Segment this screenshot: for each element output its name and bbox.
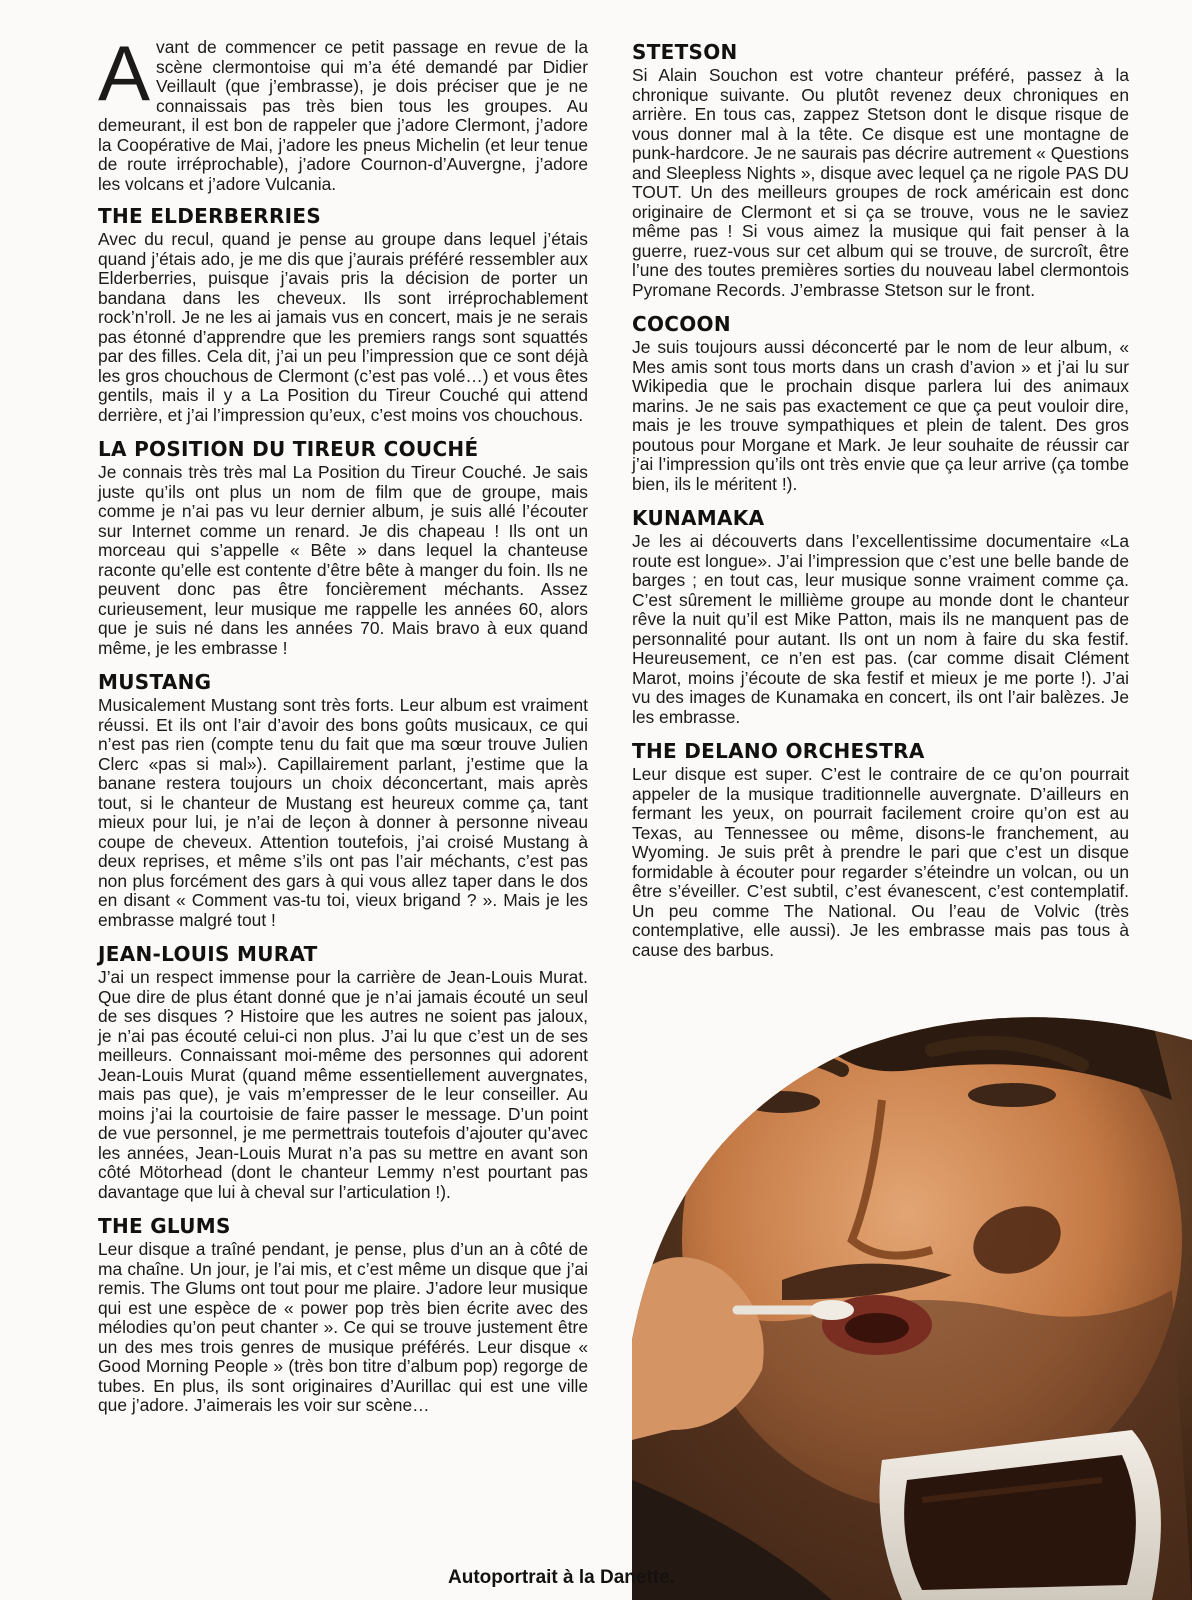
section-title-position-tireur-couche: LA POSITION DU TIREUR COUCHÉ (98, 437, 479, 461)
section-title-delano-orchestra: THE DELANO ORCHESTRA (632, 739, 925, 763)
right-column (632, 38, 1129, 960)
drop-cap: A (98, 29, 151, 117)
section-text-mustang: Musicalement Mustang sont très forts. Leur album est vraiment réussi. Et ils ont l’air d’avoir des bons goûts musicaux, ce qui n’est pas rien (compte tenu du fait que ma sœur trouve Julien Clerc «pas si mal»). Capillairement parlant, j’estime que la banane restera toujours un choix déconcertant, mais après tout, si le chanteur de Mustang est heureux comme ça, tant mieux pour lui, je n’ai de leçon à donner à personne niveau coupe de cheveux. Attention toutefois, j’ai croisé Mustang à deux reprises, et même s’ils ont pas l’air méchants, c’est pas non plus forcément des gars à qui vous allez taper dans le dos en disant « Comment vas-tu toi, vieux brigand ? ». Mais je les embrasse malgré tout ! (98, 695, 588, 930)
section-title-elderberries: THE ELDERBERRIES (98, 204, 322, 228)
section-title-the-glums: THE GLUMS (98, 1214, 231, 1238)
section-title-mustang: MUSTANG (98, 670, 212, 694)
section-title-kunamaka: KUNAMAKA (632, 506, 765, 530)
intro-text: vant de commencer ce petit passage en revue de la scène clermontoise qui m’a été demandé par Didier Veillault (que j’embrasse), je dois préciser que je ne connaissais pas très bien tous les groupes. Au demeurant, il est bon de rappeler que j’adore Clermont, j’adore la Coopérative de Mai, j’adore les pneus Michelin (et leur tenue de route irréprochable), j’adore Cournon-d’Auvergne, j’adore les volcans et j’adore Vulcania. (98, 37, 588, 194)
section-text-elderberries: Avec du recul, quand je pense au groupe dans lequel j’étais quand j’étais ado, je me dis que j’aurais préféré ressembler aux Elderberries, puisque j’avais pris la décision de porter un bandana dans les cheveux. Ils sont irréprochablement rock’n’roll. Je ne les ai jamais vus en concert, mais je ne serais pas étonné d’apprendre que les premiers rangs sont squattés par des filles. Cela dit, j’ai un peu l’impression que ce sont déjà les gros chouchous de Clermont (c’est pas volé…) et vous êtes gentils, mais il y a La Position du Tireur Couché qui attend derrière, et j’ai l’impression qu’eux, c’est moins vos chouchous. (98, 229, 588, 425)
section-title-jean-louis-murat: JEAN-LOUIS MURAT (98, 942, 318, 966)
section-text-cocoon: Je suis toujours aussi déconcerté par le nom de leur album, « Mes amis sont tous morts dans un crash d’avion » et j’ai lu sur Wikipedia que le prochain disque parlera lui des animaux marins. Je ne sais pas exactement ce que ça peut vouloir dire, mais je les trouve sympathiques et plein de talent. Des gros poutous pour Morgane et Mark. Je leur souhaite de réussir car j’ai l’impression qu’ils ont très envie que ça leur arrive (ça tombe bien, ils le méritent !). (632, 337, 1129, 494)
intro-paragraph (98, 29, 588, 194)
section-text-delano-orchestra: Leur disque est super. C’est le contraire de ce qu’on pourrait appeler de la musique traditionnelle auvergnate. D’ailleurs en fermant les yeux, on pourrait facilement croire qu’on est au Texas, au Tennessee ou même, disons-le franchement, au Wyoming. Je suis prêt à prendre le pari que c’est un disque formidable à écouter pour regarder s’éteindre un volcan, ou un être s’éveiller. C’est subtil, c’est évanescent, c’est contemplatif. Un peu comme The National. Ou l’eau de Volvic (très contemplative, elle aussi). Je les embrasse mais pas tous à cause des barbus. (632, 764, 1129, 960)
section-title-stetson: STETSON (632, 40, 738, 64)
left-column (98, 29, 588, 1416)
portrait-photo (632, 1010, 1192, 1600)
portrait-illustration (632, 1010, 1192, 1600)
section-title-cocoon: COCOON (632, 312, 731, 336)
section-text-the-glums: Leur disque a traîné pendant, je pense, plus d’un an à côté de ma chaîne. Un jour, je l’ai mis, et c’est même un disque que j’ai remis. The Glums ont tout pour me plaire. J’adore leur musique qui est une espèce de « power pop très bien écrite avec des mélodies qu’on peut chanter ». Ce qui se trouve justement être un des mes trois genres de musique préférés. Leur disque « Good Morning People » (très bon titre d’album pop) regorge de tubes. En plus, ils sont originaires d’Aurillac qui est une ville que j’adore. J’aimerais les voir sur scène… (98, 1239, 588, 1415)
section-text-jean-louis-murat: J’ai un respect immense pour la carrière de Jean-Louis Murat. Que dire de plus étant donné que je n’ai jamais écouté un seul de ses disques ? Histoire que les autres ne soient pas jaloux, je n’ai pas écouté celui-ci non plus. J’ai lu que c’est un de ses meilleurs. Connaissant moi-même des personnes qui adorent Jean-Louis Murat (quand même essentiellement auvergnates, mais pas que), je vais m’empresser de le leur conseiller. Au moins j’ai la courtoisie de faire passer le message. D’un point de vue personnel, je me permettrais toutefois d’ajouter qu’avec les années, Jean-Louis Murat n’a pas su mettre en avant son côté Mötorhead (dont le chanteur Lemmy n’est pourtant pas davantage que lui à cheval sur l’articulation !). (98, 967, 588, 1202)
section-text-position-tireur-couche: Je connais très très mal La Position du Tireur Couché. Je sais juste qu’ils ont plus un nom de film que de groupe, mais comme je n’ai pas vu leur dernier album, je suis allé l’écouter sur Internet comme un renard. Je dis chapeau ! Ils ont un morceau qui s’appelle « Bête » dans lequel la chanteuse raconte qu’elle est contente d’être bête à manger du foin. Ils ne peuvent donc pas être foncièrement méchants. Assez curieusement, leur musique me rappelle les années 60, alors que je suis né dans les années 70. Mais bravo à eux quand même, je les embrasse ! (98, 462, 588, 658)
section-text-stetson: Si Alain Souchon est votre chanteur préféré, passez à la chronique suivante. Ou plutôt revenez deux chroniques en arrière. En tous cas, zappez Stetson dont le disque risque de vous donner mal à la tête. Ce disque est une montagne de punk-hardcore. Je ne saurais pas décrire autrement « Questions and Sleepless Nights », disque avec lequel ça ne rigole PAS DU TOUT. Un des meilleurs groupes de rock américain est donc originaire de Clermont et si ça se trouve, vous ne le saviez même pas ! Si vous aimez la musique qui fait penser à la guerre, ruez-vous sur cet album qui se trouve, de surcroît, être l’une des toutes premières sorties du nouveau label clermontois Pyromane Records. J’embrasse Stetson sur le front. (632, 65, 1129, 300)
photo-caption: Autoportrait à la Danette. (448, 1567, 675, 1588)
section-text-kunamaka: Je les ai découverts dans l’excellentissime documentaire «La route est longue». J’ai l’impression que c’est une belle bande de barges ; en tout cas, leur musique sonne vraiment comme ça. C’est sûrement le millième groupe au monde dont le chanteur rêve la nuit qu’il est Mike Patton, mais ils ne manquent pas de personnalité pour autant. Ils ont un nom à faire du ska festif. Heureusement, ce n’en est pas. (car comme disait Clément Marot, moins j’écoute de ska festif et mieux je me porte !). J’ai vu des images de Kunamaka en concert, ils ont l’air balèzes. Je les embrasse. (632, 531, 1129, 727)
